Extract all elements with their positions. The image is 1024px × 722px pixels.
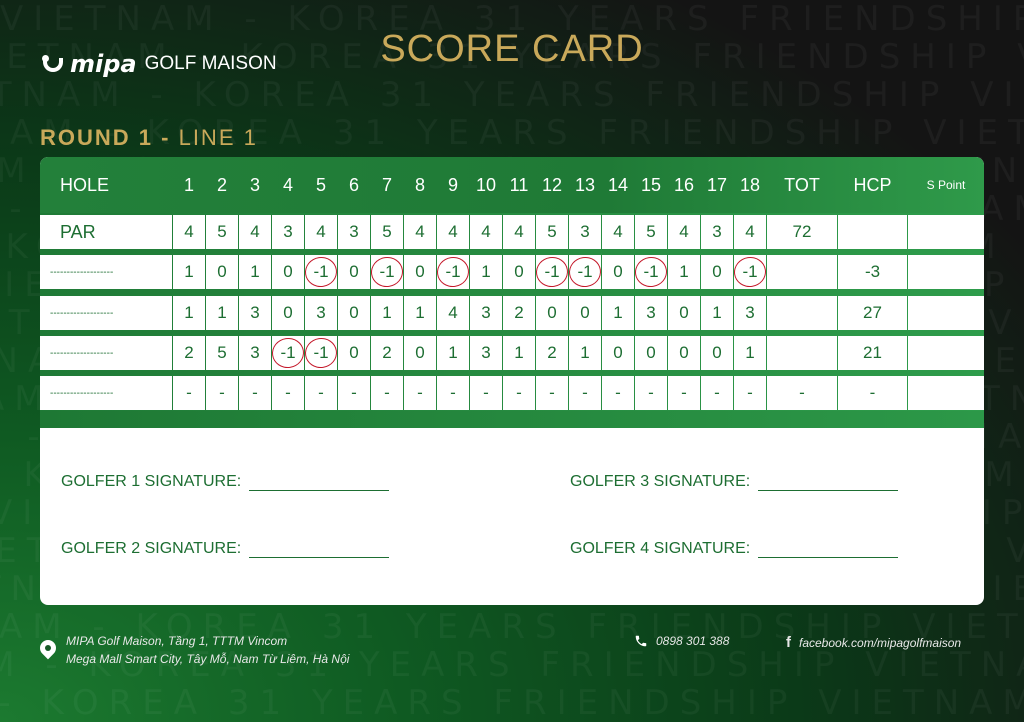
- score-cell[interactable]: -: [272, 376, 304, 410]
- row-label: -------------------: [40, 376, 172, 410]
- score-cell[interactable]: -: [239, 376, 271, 410]
- column-header-16: 16: [673, 174, 695, 195]
- score-cell[interactable]: 5: [635, 215, 667, 249]
- score-cell[interactable]: [767, 255, 837, 289]
- line-number: LINE 1: [178, 125, 258, 150]
- score-cell[interactable]: 2: [503, 296, 535, 330]
- address-line-1: MIPA Golf Maison, Tầng 1, TTTM Vincom: [66, 634, 288, 648]
- score-cell[interactable]: 0: [272, 296, 304, 330]
- score-cell[interactable]: 1: [569, 336, 601, 370]
- phone-icon: [634, 634, 648, 648]
- column-header-8: 8: [414, 174, 425, 195]
- score-cell[interactable]: 1: [173, 296, 205, 330]
- phone-number: 0898 301 388: [656, 634, 730, 648]
- score-cell[interactable]: -: [701, 376, 733, 410]
- score-cell[interactable]: 0: [272, 255, 304, 289]
- column-header-7: 7: [381, 174, 392, 195]
- score-cell[interactable]: 5: [371, 215, 403, 249]
- score-cell[interactable]: 3: [239, 336, 271, 370]
- signature-label: GOLFER 3 SIGNATURE:: [570, 473, 751, 490]
- score-cell[interactable]: [908, 336, 984, 370]
- column-header-6: 6: [348, 174, 359, 195]
- score-cell[interactable]: -: [569, 376, 601, 410]
- score-cell[interactable]: 3: [470, 336, 502, 370]
- score-cell[interactable]: [908, 376, 984, 410]
- score-cell[interactable]: [908, 296, 984, 330]
- score-cell[interactable]: 72: [767, 215, 837, 249]
- score-cell[interactable]: 27: [838, 296, 907, 330]
- score-cell[interactable]: 0: [635, 336, 667, 370]
- score-cell[interactable]: -: [503, 376, 535, 410]
- score-cell[interactable]: 5: [536, 215, 568, 249]
- round-label: [40, 125, 258, 151]
- score-cell[interactable]: 1: [437, 336, 469, 370]
- score-cell[interactable]: -1: [371, 255, 403, 289]
- column-header-hole: HOLE: [60, 174, 110, 195]
- column-header-10: 10: [475, 174, 497, 195]
- score-cell[interactable]: 4: [668, 215, 700, 249]
- page-title: SCORE CARD: [380, 28, 644, 70]
- score-cell[interactable]: 3: [239, 296, 271, 330]
- score-cell[interactable]: 3: [635, 296, 667, 330]
- column-header-13: 13: [574, 174, 596, 195]
- score-cell[interactable]: 1: [371, 296, 403, 330]
- score-cell[interactable]: 2: [173, 336, 205, 370]
- signature-line: [758, 476, 898, 491]
- score-cell[interactable]: -1: [305, 336, 337, 370]
- score-cell[interactable]: -: [206, 376, 238, 410]
- golfer-2-signature[interactable]: [61, 540, 389, 558]
- score-cell[interactable]: -: [602, 376, 634, 410]
- score-cell[interactable]: -: [173, 376, 205, 410]
- column-header-4: 4: [282, 174, 293, 195]
- facebook-icon: f: [786, 634, 791, 651]
- address-line-2: Mega Mall Smart City, Tây Mỗ, Nam Từ Liêm, Hà Nội: [66, 652, 350, 666]
- row-label: -------------------: [40, 336, 172, 370]
- score-cell[interactable]: 5: [206, 215, 238, 249]
- score-cell[interactable]: 5: [206, 336, 238, 370]
- score-cell[interactable]: 0: [569, 296, 601, 330]
- score-cell[interactable]: 21: [838, 336, 907, 370]
- score-cell[interactable]: -: [767, 376, 837, 410]
- score-cell[interactable]: -: [470, 376, 502, 410]
- score-cell[interactable]: 0: [701, 336, 733, 370]
- score-cell[interactable]: -1: [272, 336, 304, 370]
- signature-line: [249, 543, 389, 558]
- score-cell[interactable]: 1: [668, 255, 700, 289]
- score-cell[interactable]: -: [404, 376, 436, 410]
- score-cell[interactable]: 0: [503, 255, 535, 289]
- score-cell[interactable]: 3: [569, 215, 601, 249]
- score-cell[interactable]: 4: [305, 215, 337, 249]
- score-cell[interactable]: 3: [272, 215, 304, 249]
- score-cell[interactable]: -: [437, 376, 469, 410]
- column-header-12: 12: [541, 174, 563, 195]
- score-cell[interactable]: 1: [503, 336, 535, 370]
- score-cell[interactable]: -: [635, 376, 667, 410]
- score-cell[interactable]: 3: [470, 296, 502, 330]
- row-label: PAR: [40, 215, 172, 249]
- score-cell[interactable]: 1: [602, 296, 634, 330]
- column-header-11: 11: [509, 174, 529, 195]
- scorecard: [40, 157, 984, 605]
- column-header-tot: TOT: [784, 174, 820, 195]
- facebook-link[interactable]: facebook.com/mipagolfmaison: [799, 635, 962, 650]
- score-cell[interactable]: 0: [338, 296, 370, 330]
- score-cell[interactable]: 3: [734, 296, 766, 330]
- column-header-18: 18: [739, 174, 761, 195]
- score-cell[interactable]: [767, 296, 837, 330]
- column-header-3: 3: [249, 174, 260, 195]
- score-cell[interactable]: 4: [239, 215, 271, 249]
- score-cell[interactable]: [908, 215, 984, 249]
- score-cell[interactable]: -1: [569, 255, 601, 289]
- score-cell[interactable]: 1: [734, 336, 766, 370]
- signature-label: GOLFER 4 SIGNATURE:: [570, 540, 751, 557]
- signature-line: [758, 543, 898, 558]
- column-header-15: 15: [640, 174, 662, 195]
- signature-line: [249, 476, 389, 491]
- score-cell[interactable]: 1: [239, 255, 271, 289]
- score-cell[interactable]: 4: [437, 296, 469, 330]
- footer-address: [66, 634, 349, 666]
- score-cell[interactable]: 0: [536, 296, 568, 330]
- score-cell[interactable]: -1: [635, 255, 667, 289]
- golfer-1-signature[interactable]: [61, 473, 389, 491]
- column-header-17: 17: [706, 174, 728, 195]
- score-cell[interactable]: 0: [701, 255, 733, 289]
- golfer-4-signature[interactable]: [570, 540, 898, 558]
- score-cell[interactable]: 0: [404, 255, 436, 289]
- score-cell[interactable]: 0: [404, 336, 436, 370]
- score-cell[interactable]: [767, 336, 837, 370]
- score-cell[interactable]: -: [338, 376, 370, 410]
- score-cell[interactable]: 4: [404, 215, 436, 249]
- score-cell[interactable]: [908, 255, 984, 289]
- score-cell[interactable]: 4: [503, 215, 535, 249]
- score-cell[interactable]: 2: [371, 336, 403, 370]
- score-cell[interactable]: 1: [206, 296, 238, 330]
- score-cell[interactable]: 4: [602, 215, 634, 249]
- score-cell[interactable]: 4: [470, 215, 502, 249]
- score-cell[interactable]: -: [838, 376, 907, 410]
- column-header-s-point: S Point: [926, 178, 966, 192]
- score-cell[interactable]: 0: [338, 336, 370, 370]
- score-cell[interactable]: 1: [701, 296, 733, 330]
- score-cell[interactable]: 1: [404, 296, 436, 330]
- round-number: ROUND 1 -: [40, 125, 171, 150]
- score-cell[interactable]: -3: [838, 255, 907, 289]
- column-header-2: 2: [216, 174, 227, 195]
- score-cell[interactable]: -1: [437, 255, 469, 289]
- score-cell[interactable]: 0: [668, 296, 700, 330]
- location-pin-icon: [37, 637, 60, 660]
- logo-brand: mipa: [70, 50, 137, 78]
- score-cell[interactable]: 3: [701, 215, 733, 249]
- score-cell[interactable]: 3: [338, 215, 370, 249]
- score-cell[interactable]: 0: [206, 255, 238, 289]
- score-cell[interactable]: 0: [338, 255, 370, 289]
- column-header-14: 14: [607, 174, 629, 195]
- score-cell[interactable]: [838, 215, 907, 249]
- column-header-1: 1: [183, 174, 194, 195]
- score-cell[interactable]: 3: [305, 296, 337, 330]
- score-cell[interactable]: -: [371, 376, 403, 410]
- score-cell[interactable]: 4: [173, 215, 205, 249]
- score-cell[interactable]: -1: [305, 255, 337, 289]
- footer-facebook: [786, 634, 961, 651]
- signature-label: GOLFER 2 SIGNATURE:: [61, 540, 242, 557]
- score-cell[interactable]: -1: [536, 255, 568, 289]
- column-header-5: 5: [315, 174, 326, 195]
- table-bottom-strip: [40, 411, 984, 428]
- score-cell[interactable]: -1: [734, 255, 766, 289]
- score-cell[interactable]: 1: [470, 255, 502, 289]
- row-label: -------------------: [40, 296, 172, 330]
- signature-label: GOLFER 1 SIGNATURE:: [61, 473, 242, 490]
- golfer-3-signature[interactable]: [570, 473, 898, 491]
- column-header-9: 9: [447, 174, 458, 195]
- score-cell[interactable]: -: [734, 376, 766, 410]
- score-cell[interactable]: 2: [536, 336, 568, 370]
- score-cell[interactable]: -: [536, 376, 568, 410]
- column-header-hcp: HCP: [853, 174, 892, 195]
- score-cell[interactable]: 1: [173, 255, 205, 289]
- score-cell[interactable]: 0: [602, 255, 634, 289]
- score-cell[interactable]: 4: [437, 215, 469, 249]
- row-label: -------------------: [40, 255, 172, 289]
- logo-subtitle: GOLF MAISON: [144, 53, 277, 74]
- score-cell[interactable]: 0: [602, 336, 634, 370]
- score-cell[interactable]: 4: [734, 215, 766, 249]
- footer-phone: [634, 634, 729, 648]
- score-cell[interactable]: 0: [668, 336, 700, 370]
- score-cell[interactable]: -: [305, 376, 337, 410]
- score-cell[interactable]: -: [668, 376, 700, 410]
